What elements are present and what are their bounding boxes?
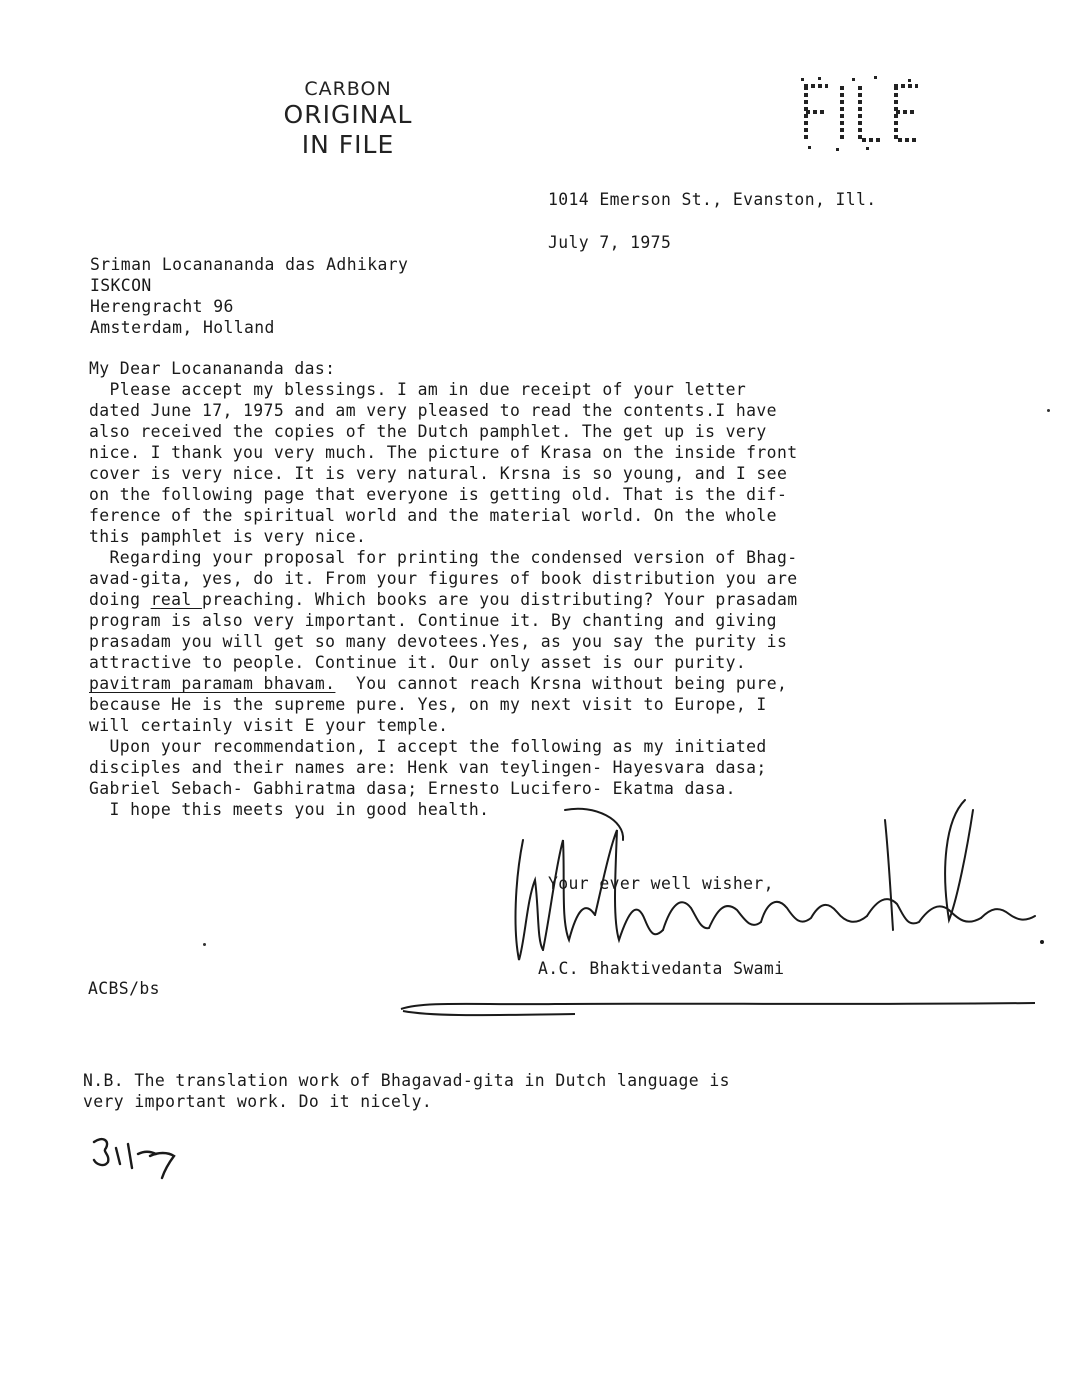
body-line: this pamphlet is very nice. <box>89 527 367 546</box>
body-line: cover is very nice. It is very natural. Krsna is so young, and I see <box>89 464 788 483</box>
body-line: prasadam you will get so many devotees.Yes, as you say the purity is <box>89 632 788 651</box>
nb-line: very important work. Do it nicely. <box>83 1092 433 1111</box>
letter-date: July 7, 1975 <box>548 233 672 252</box>
body-line: attractive to people. Continue it. Our only asset is our purity. <box>89 653 747 672</box>
salutation: My Dear Locanananda das: <box>89 359 336 378</box>
carbon-original-stamp <box>268 78 428 160</box>
stamp-line-2: ORIGINAL <box>283 100 413 129</box>
body-line: Please accept my blessings. I am in due receipt of your letter <box>89 380 747 399</box>
file-stamp-icon <box>796 74 926 154</box>
recipient-block <box>90 254 408 338</box>
signatory-name: A.C. Bhaktivedanta Swami <box>538 959 785 978</box>
scan-speck <box>1047 409 1050 412</box>
body-line: Regarding your proposal for printing the condensed version of Bhag- <box>89 548 798 567</box>
postscript-note <box>83 1070 730 1112</box>
body-line: Upon your recommendation, I accept the following as my initiated <box>89 737 767 756</box>
body-line-start: doing <box>89 590 151 609</box>
underlined-word: real <box>150 590 202 609</box>
stamp-line-1: CARBON <box>304 78 392 100</box>
stamp-line-3: IN FILE <box>301 130 395 159</box>
body-line: disciples and their names are: Henk van teylingen- Hayesvara dasa; <box>89 758 767 777</box>
body-line: Gabriel Sebach- Gabhiratma dasa; Ernesto Lucifero- Ekatma dasa. <box>89 779 736 798</box>
hand-drawn-line <box>395 995 1040 1025</box>
recipient-street: Herengracht 96 <box>90 297 234 316</box>
body-line <box>89 673 798 694</box>
handwritten-number <box>88 1130 188 1180</box>
recipient-city: Amsterdam, Holland <box>90 318 275 337</box>
body-line-end: You cannot reach Krsna without being pure, <box>335 674 788 693</box>
sender-address: 1014 Emerson St., Evanston, Ill. <box>548 190 877 209</box>
body-line: avad-gita, yes, do it. From your figures of book distribution you are <box>89 569 798 588</box>
body-line: also received the copies of the Dutch pamphlet. The get up is very <box>89 422 767 441</box>
sanskrit-quote: pavitram paramam bhavam. <box>89 674 336 693</box>
body-line: will certainly visit E your temple. <box>89 716 449 735</box>
closing: Your ever well wisher, <box>548 874 774 893</box>
body-line <box>89 589 798 610</box>
recipient-org: ISKCON <box>90 276 152 295</box>
body-line: ference of the spiritual world and the material world. On the whole <box>89 506 777 525</box>
body-line-end: preaching. Which books are you distributing? Your prasadam <box>201 590 798 609</box>
body-line: nice. I thank you very much. The picture of Krasa on the inside front <box>89 443 798 462</box>
recipient-name: Sriman Locanananda das Adhikary <box>90 255 409 274</box>
typist-initials: ACBS/bs <box>88 979 160 998</box>
body-line: I hope this meets you in good health. <box>89 800 490 819</box>
letter-body <box>89 358 798 820</box>
scan-speck <box>203 943 206 946</box>
nb-line: N.B. The translation work of Bhagavad-gita in Dutch language is <box>83 1071 730 1090</box>
body-line: because He is the supreme pure. Yes, on my next visit to Europe, I <box>89 695 767 714</box>
body-line: program is also very important. Continue it. By chanting and giving <box>89 611 777 630</box>
body-line: on the following page that everyone is getting old. That is the dif- <box>89 485 788 504</box>
body-line: dated June 17, 1975 and am very pleased to read the contents.I have <box>89 401 777 420</box>
